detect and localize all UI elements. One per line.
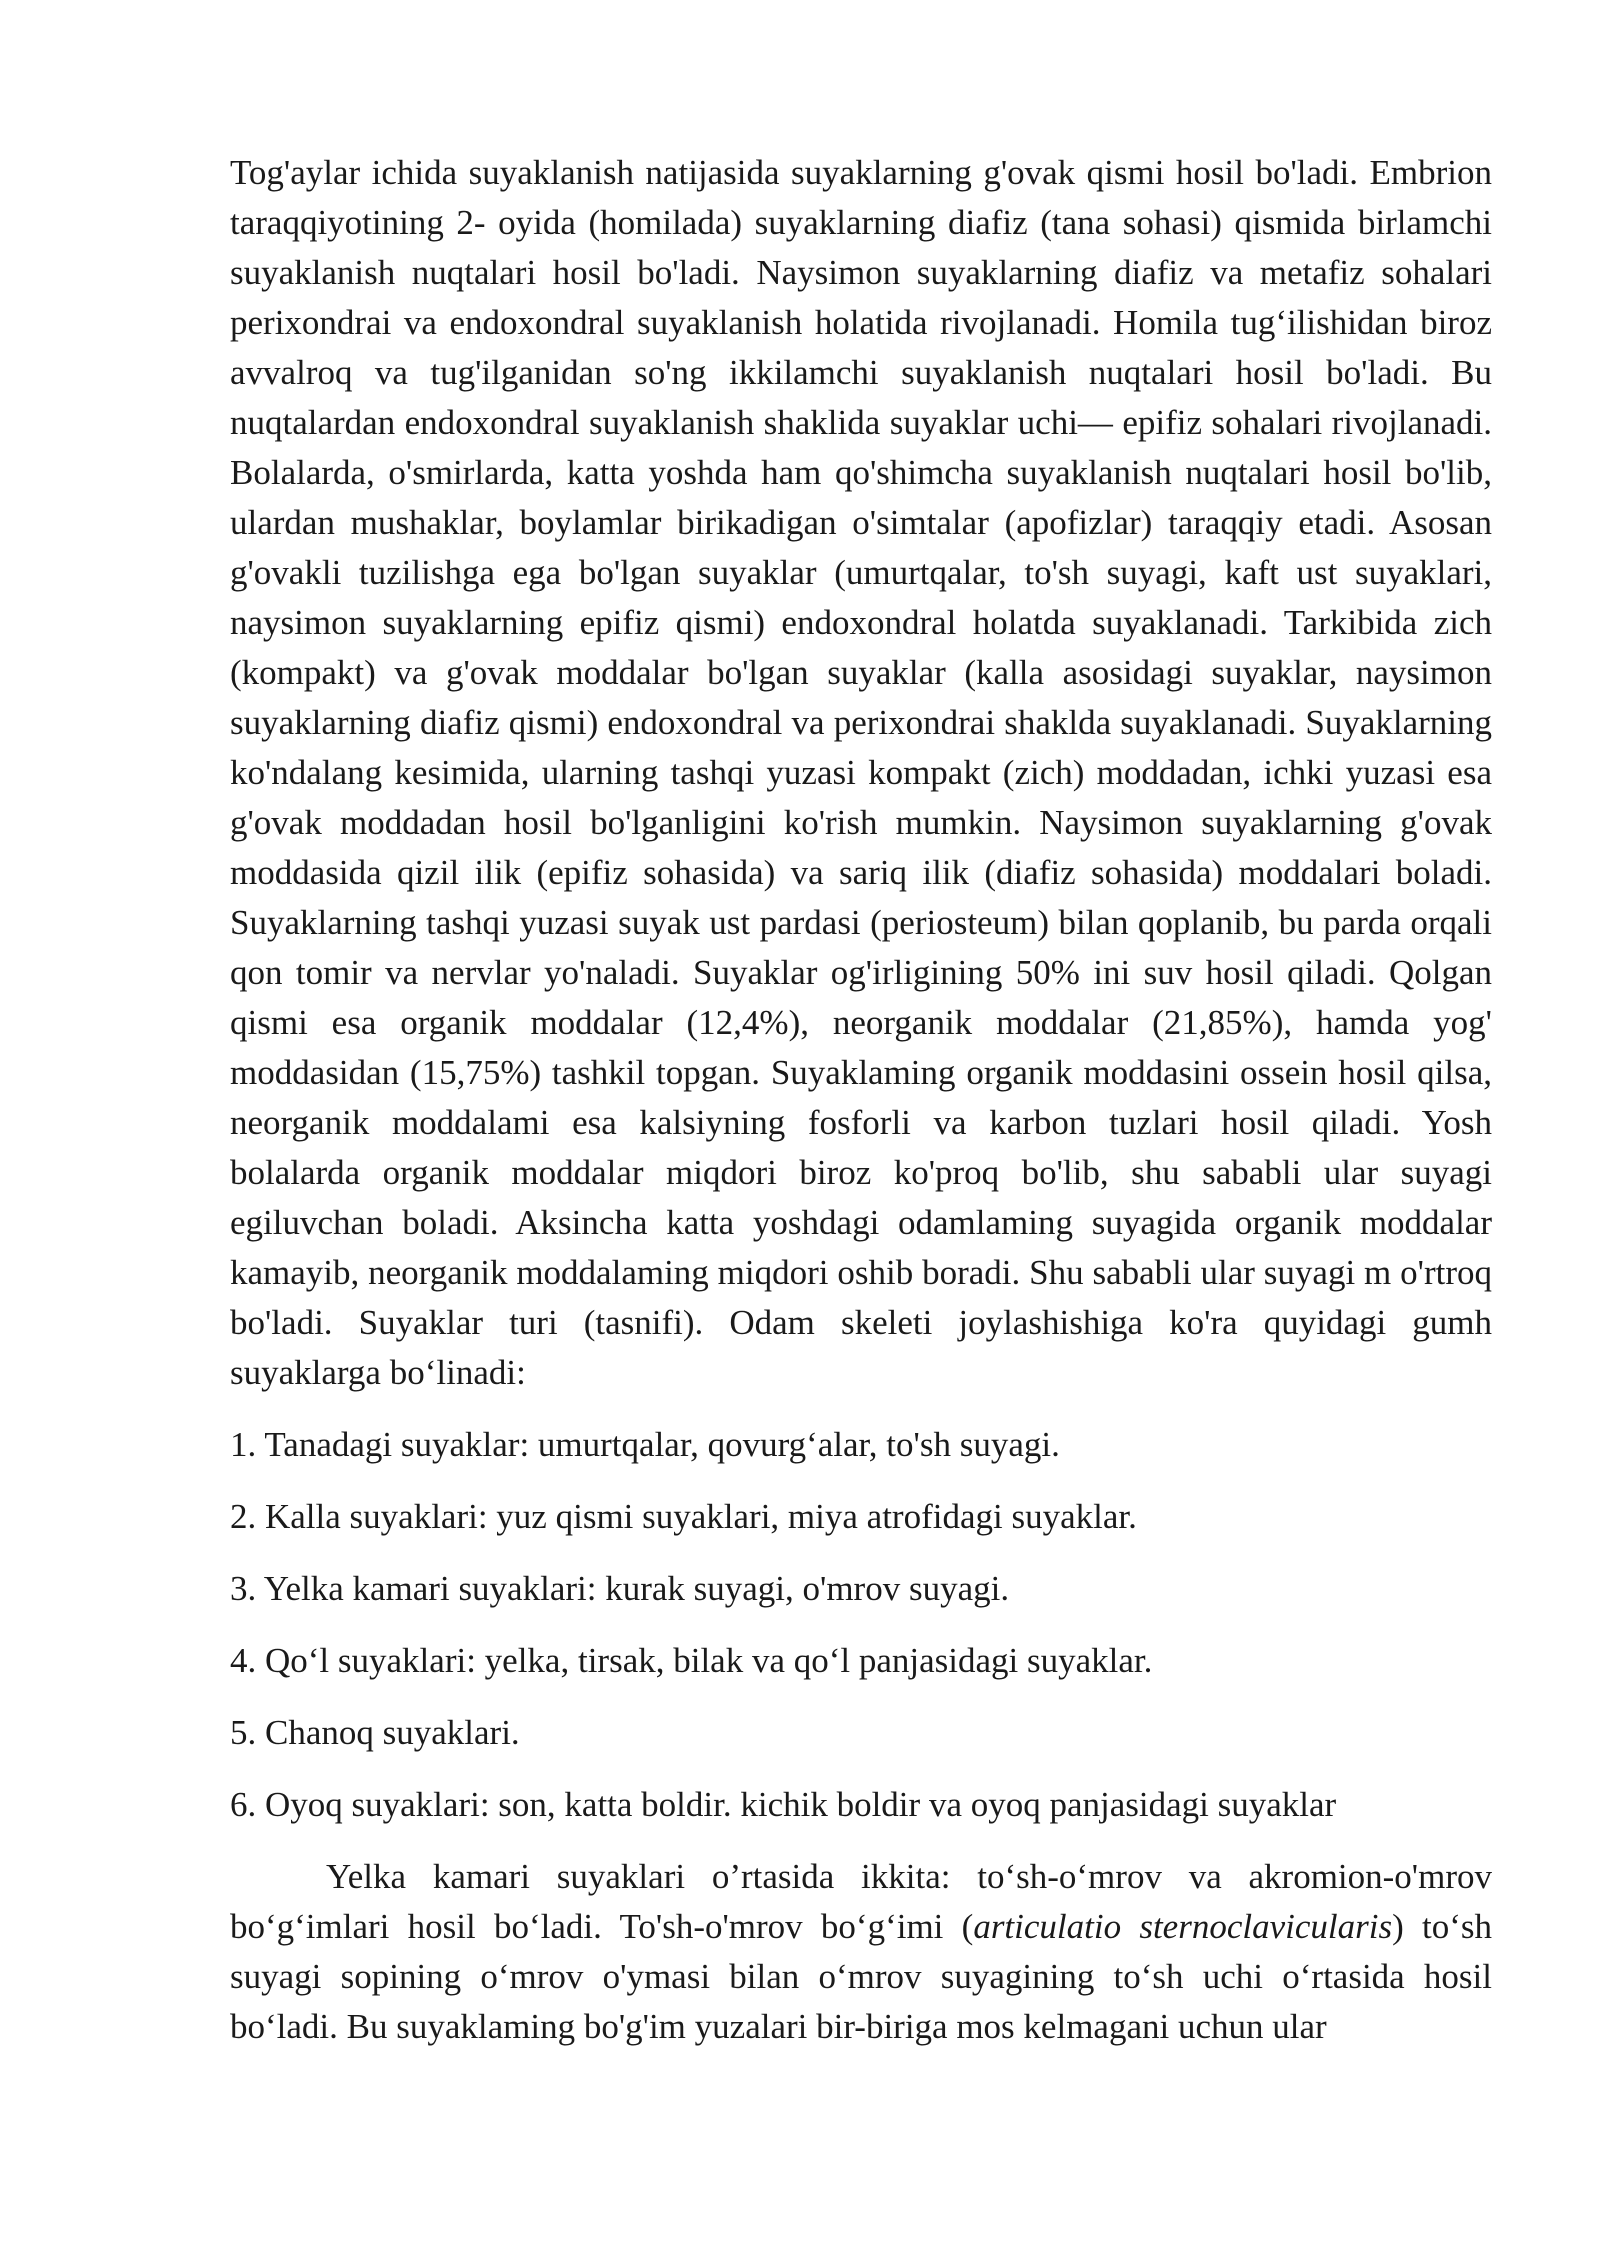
document-page [230,148,1492,2052]
list-item: 1. Tanadagi suyaklar: umurtqalar, qovurg‘alar, to'sh suyagi. [230,1425,1060,1464]
latin-term: articulatio sternoclavicularis [973,1907,1393,1946]
paragraph-shoulder-girdle [230,1852,1492,2052]
paragraph-text-start: Yelka kamari suyaklari o’rtasida ikkita: to‘sh-o‘mrov va akromion-o'mrov bo‘g‘imlari hosil bo‘ladi. To'sh-o'mrov bo‘g‘imi ( [230,1857,1492,1946]
list-item: 3. Yelka kamari suyaklari: kurak suyagi, o'mrov suyagi. [230,1569,1010,1608]
list-item: 4. Qo‘l suyaklari: yelka, tirsak, bilak va qo‘l panjasidagi suyaklar. [230,1641,1153,1680]
bone-groups-list [230,1420,1492,1830]
paragraph-text-end: ) to‘sh suyagi sopining o‘mrov o'ymasi bilan o‘mrov suyagining to‘sh uchi o‘rtasida hosil bo‘ladi. Bu suyaklaming bo'g'im yuzalari bir-biriga mos kelmagani uchun ular [230,1907,1492,2046]
list-item: 2. Kalla suyaklari: yuz qismi suyaklari, miya atrofidagi suyaklar. [230,1497,1137,1536]
paragraph-ossification: Tog'aylar ichida suyaklanish natijasida suyaklarning g'ovak qismi hosil bo'ladi. Embrion taraqqiyotining 2- oyida (homilada) suyaklarning diafiz (tana sohasi) qismida birlamchi suyaklanish nuqtalari hosil bo'ladi. Naysimon suyaklarning diafiz va metafiz sohalari perixondrai va endoxondral suyaklanish holatida rivojlanadi. Homila tug‘ilishidan biroz avvalroq va tug'ilganidan so'ng ikkilamchi suyaklanish nuqtalari hosil bo'ladi. Bu nuqtalardan endoxondral suyaklanish shaklida suyaklar uchi— epifiz sohalari rivojlanadi. Bolalarda, o'smirlarda, katta yoshda ham qo'shimcha suyaklanish nuqtalari hosil bo'lib, ulardan mushaklar, boylamlar birikadigan o'simtalar (apofizlar) taraqqiy etadi. Asosan g'ovakli tuzilishga ega bo'lgan suyaklar (umurtqalar, to'sh suyagi, kaft ust suyaklari, naysimon suyaklarning epifiz qismi) endoxondral holatda suyaklanadi. Tarkibida zich (kompakt) va g'ovak moddalar bo'lgan suyaklar (kalla asosidagi suyaklar, naysimon suyaklarning diafiz qismi) endoxondral va perixondrai shakldа suyaklanadi. Suyaklarning ko'ndalang kesimida, ularning tashqi yuzasi kompakt (zich) moddadan, ichki yuzasi esa g'ovak moddadan hosil bo'lganligini ko'rish mumkin. Naysimon suyaklarning g'ovak moddasida qizil ilik (epifiz sohasida) va sariq ilik (diafiz sohasida) moddalari boladi. Suyaklarning tashqi yuzasi suyak ust pardasi (periosteum) bilan qoplanib, bu parda orqali qon tomir va nervlar yo'naladi. Suyaklar og'irligining 50% ini suv hosil qiladi. Qolgan qismi esa organik moddalar (12,4%), neorganik moddalar (21,85%), hamda yog' moddasidan (15,75%) tashkil topgan. Suyaklaming organik moddasini ossein hosil qilsa, neorganik moddalami esa kalsiyning fosforli va karbon tuzlari hosil qiladi. Yosh bolalarda organik moddalar miqdori biroz ko'proq bo'lib, shu sababli ular suyagi egiluvchan boladi. Aksincha katta yoshdagi odamlaming suyagida organik moddalar kamayib, neorganik moddalaming miqdori oshib boradi. Shu sababli ular suyagi m o'rtroq bo'ladi. Suyaklar turi (tasnifi). Odam skeleti joylashishiga ko'ra quyidagi gumh suyaklarga bo‘linadi: [230,153,1492,1392]
list-item: 5. Chanoq suyaklari. [230,1713,520,1752]
list-item: 6. Oyoq suyaklari: son, katta boldir. kichik boldir va oyoq panjasidagi suyaklar [230,1785,1337,1824]
